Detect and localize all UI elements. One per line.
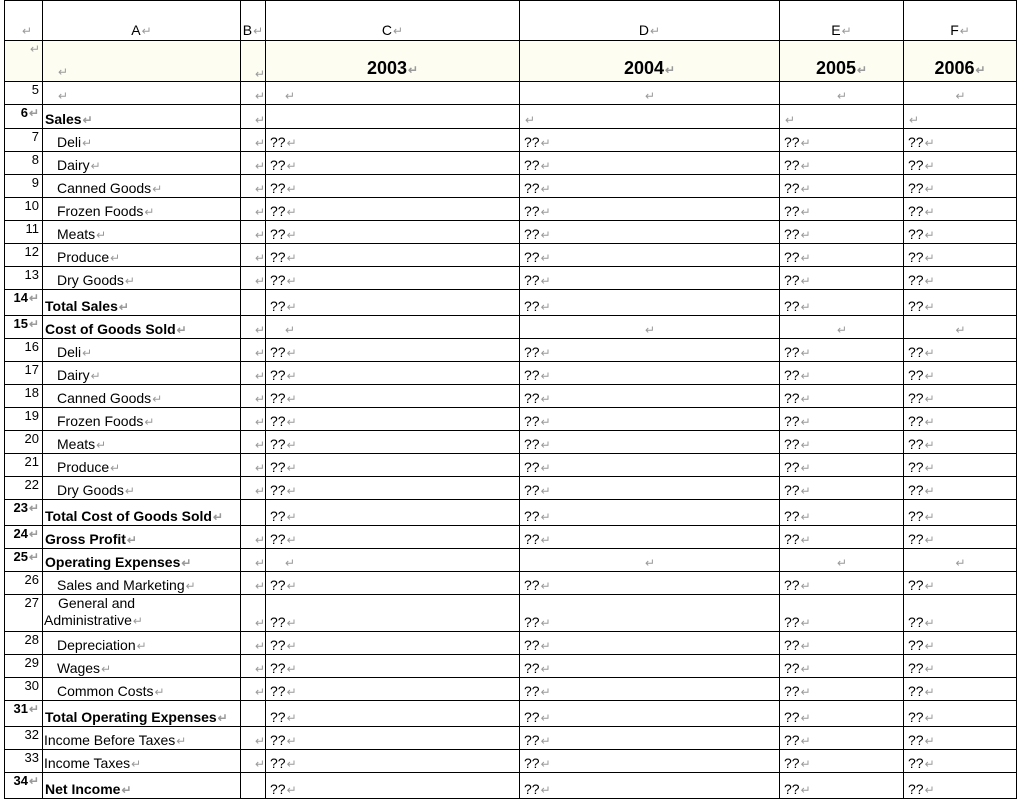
table-row [5,362,1017,385]
label-cell[interactable]: Deli↵ [43,339,241,362]
value-cell[interactable]: ??↵ [520,221,780,244]
value-cell[interactable]: ??↵ [266,500,520,526]
value-cell[interactable]: ??↵ [520,431,780,454]
row-header: 33 [5,750,43,773]
value-cell[interactable]: ↵ [904,82,1017,105]
column-header-b[interactable]: B↵ [241,1,266,41]
label-cell[interactable]: Operating Expenses↵ [43,549,241,572]
label-cell[interactable]: Dry Goods↵ [43,477,241,500]
value-cell[interactable]: ??↵ [780,655,904,678]
value-cell[interactable]: ??↵ [904,572,1017,595]
b-cell[interactable]: ↵ [241,454,266,477]
value-cell[interactable] [266,105,520,129]
value-cell[interactable]: ??↵ [904,244,1017,267]
value-cell[interactable]: ??↵ [780,701,904,727]
value-cell[interactable]: ??↵ [266,750,520,773]
table-row [5,267,1017,290]
value-cell[interactable]: ??↵ [266,655,520,678]
row-header: 9 [5,175,43,198]
value-cell[interactable]: ??↵ [520,526,780,549]
label-cell[interactable]: Sales↵ [43,105,241,129]
table-row [5,595,1017,632]
table-row [5,244,1017,267]
value-cell[interactable]: ↵ [780,82,904,105]
b-cell[interactable]: ↵ [241,316,266,339]
value-cell[interactable]: ??↵ [904,408,1017,431]
row-header-4: ↵ [5,41,43,82]
b-cell[interactable]: ↵ [241,175,266,198]
b-cell[interactable]: ↵ [241,477,266,500]
value-cell[interactable]: ??↵ [780,572,904,595]
table-row [5,773,1017,799]
label-cell[interactable]: Wages↵ [43,655,241,678]
row-header: 7 [5,129,43,152]
value-cell[interactable]: ??↵ [520,500,780,526]
value-cell[interactable]: ??↵ [520,408,780,431]
row-header: 5 [5,82,43,105]
value-cell[interactable]: ↵ [520,549,780,572]
value-cell[interactable]: ??↵ [266,727,520,750]
b-cell[interactable]: ↵ [241,655,266,678]
value-cell[interactable]: ??↵ [780,339,904,362]
table-row [5,221,1017,244]
spreadsheet-table [4,0,1017,799]
year-2005[interactable]: 2005↵ [780,41,904,82]
label-cell[interactable]: Net Income↵ [43,773,241,799]
value-cell[interactable]: ??↵ [520,701,780,727]
value-cell[interactable]: ↵ [904,316,1017,339]
value-cell[interactable]: ??↵ [904,175,1017,198]
value-cell[interactable]: ↵ [520,105,780,129]
value-cell[interactable]: ??↵ [904,595,1017,632]
value-cell[interactable]: ??↵ [780,385,904,408]
label-cell[interactable]: Gross Profit↵ [43,526,241,549]
value-cell[interactable]: ??↵ [904,431,1017,454]
row-header: 24↵ [5,526,43,549]
label-cell[interactable]: Cost of Goods Sold↵ [43,316,241,339]
table-row [5,655,1017,678]
label-cell[interactable]: Produce↵ [43,454,241,477]
table-row [5,408,1017,431]
value-cell[interactable]: ??↵ [266,701,520,727]
table-row [5,129,1017,152]
value-cell[interactable]: ??↵ [780,244,904,267]
label-cell[interactable]: Meats↵ [43,221,241,244]
table-row [5,632,1017,655]
label-cell[interactable]: Meats↵ [43,431,241,454]
year-2003[interactable]: 2003↵ [266,41,520,82]
b-cell[interactable]: ↵ [241,727,266,750]
table-row [5,152,1017,175]
row-header: 16 [5,339,43,362]
row-header: 21 [5,454,43,477]
label-cell[interactable]: Frozen Foods↵ [43,408,241,431]
label-cell[interactable]: Total Cost of Goods Sold↵ [43,500,241,526]
value-cell[interactable]: ??↵ [904,773,1017,799]
value-cell[interactable]: ??↵ [780,500,904,526]
value-cell[interactable]: ??↵ [520,244,780,267]
table-row [5,750,1017,773]
column-header-f[interactable]: F↵ [904,1,1017,41]
value-cell[interactable]: ↵ [266,549,520,572]
table-row [5,290,1017,316]
value-cell[interactable]: ??↵ [904,500,1017,526]
value-cell[interactable]: ??↵ [266,385,520,408]
value-cell[interactable]: ??↵ [520,773,780,799]
b-cell[interactable]: ↵ [241,198,266,221]
b-cell[interactable]: ↵ [241,221,266,244]
label-cell[interactable]: Deli↵ [43,129,241,152]
table-row [5,526,1017,549]
value-cell[interactable]: ??↵ [780,129,904,152]
value-cell[interactable]: ??↵ [780,267,904,290]
b-cell[interactable] [241,290,266,316]
row-header: 17 [5,362,43,385]
value-cell[interactable]: ??↵ [520,655,780,678]
value-cell[interactable]: ↵ [266,316,520,339]
label-cell[interactable]: Sales and Marketing↵ [43,572,241,595]
b-cell[interactable]: ↵ [241,572,266,595]
label-cell[interactable]: Total Sales↵ [43,290,241,316]
value-cell[interactable]: ??↵ [904,750,1017,773]
b-cell[interactable]: ↵ [241,82,266,105]
label-cell[interactable]: Dairy↵ [43,362,241,385]
table-row [5,678,1017,701]
b-cell[interactable]: ↵ [241,549,266,572]
value-cell[interactable]: ??↵ [520,572,780,595]
column-header-row [5,1,1017,41]
value-cell[interactable]: ??↵ [520,175,780,198]
value-cell[interactable]: ??↵ [266,244,520,267]
row-header: 27 [5,595,43,632]
value-cell[interactable]: ??↵ [520,290,780,316]
b-cell[interactable]: ↵ [241,678,266,701]
year-header-row [5,41,1017,82]
value-cell[interactable]: ↵ [904,105,1017,129]
value-cell[interactable]: ↵ [520,316,780,339]
table-row [5,477,1017,500]
b-cell[interactable]: ↵ [241,595,266,632]
row-header: 22 [5,477,43,500]
value-cell[interactable]: ??↵ [266,632,520,655]
row-header: 25↵ [5,549,43,572]
value-cell[interactable]: ??↵ [266,362,520,385]
row-header: 29 [5,655,43,678]
value-cell[interactable]: ??↵ [520,727,780,750]
b-cell[interactable]: ↵ [241,244,266,267]
b-cell[interactable]: ↵ [241,431,266,454]
value-cell[interactable]: ??↵ [904,727,1017,750]
table-row [5,82,1017,105]
row-header: 31↵ [5,701,43,727]
label-cell[interactable]: Dry Goods↵ [43,267,241,290]
table-row [5,339,1017,362]
value-cell[interactable]: ??↵ [904,267,1017,290]
b-cell[interactable]: ↵ [241,632,266,655]
b-cell[interactable]: ↵ [241,105,266,129]
value-cell[interactable]: ↵ [780,316,904,339]
row-header: 28 [5,632,43,655]
value-cell[interactable]: ??↵ [904,477,1017,500]
value-cell[interactable]: ??↵ [904,221,1017,244]
label-cell[interactable]: Common Costs↵ [43,678,241,701]
row-header: 20 [5,431,43,454]
value-cell[interactable]: ??↵ [904,678,1017,701]
row-header: 15↵ [5,316,43,339]
value-cell[interactable]: ??↵ [780,198,904,221]
value-cell[interactable]: ??↵ [266,572,520,595]
value-cell[interactable]: ??↵ [780,454,904,477]
value-cell[interactable]: ??↵ [520,267,780,290]
label-cell[interactable]: Income Taxes↵ [43,750,241,773]
value-cell[interactable]: ??↵ [904,339,1017,362]
value-cell[interactable]: ??↵ [780,175,904,198]
value-cell[interactable]: ↵ [780,549,904,572]
row-header: 30 [5,678,43,701]
label-cell[interactable]: Canned Goods↵ [43,175,241,198]
b-cell[interactable]: ↵ [241,339,266,362]
table-row [5,701,1017,727]
value-cell[interactable]: ??↵ [520,678,780,701]
value-cell[interactable]: ↵ [904,549,1017,572]
table-row [5,385,1017,408]
value-cell[interactable]: ??↵ [266,408,520,431]
value-cell[interactable]: ??↵ [904,632,1017,655]
row-header: 14↵ [5,290,43,316]
corner-cell: ↵ [5,1,43,41]
label-cell[interactable]: Frozen Foods↵ [43,198,241,221]
b-cell[interactable] [241,701,266,727]
value-cell[interactable]: ??↵ [266,431,520,454]
value-cell[interactable]: ??↵ [904,362,1017,385]
table-row [5,431,1017,454]
value-cell[interactable]: ??↵ [904,701,1017,727]
label-cell[interactable]: ↵ [43,82,241,105]
label-line-2: Administrative [44,612,132,628]
value-cell[interactable]: ??↵ [904,526,1017,549]
value-cell[interactable]: ??↵ [904,152,1017,175]
value-cell[interactable]: ??↵ [780,431,904,454]
value-cell[interactable]: ??↵ [520,477,780,500]
value-cell[interactable]: ??↵ [520,595,780,632]
value-cell[interactable]: ??↵ [780,773,904,799]
value-cell[interactable]: ??↵ [904,655,1017,678]
table-row [5,175,1017,198]
table-row [5,316,1017,339]
table-row [5,727,1017,750]
table-row [5,549,1017,572]
value-cell[interactable]: ??↵ [904,385,1017,408]
value-cell[interactable]: ??↵ [266,175,520,198]
row-header: 13 [5,267,43,290]
value-cell[interactable]: ??↵ [266,678,520,701]
value-cell[interactable]: ??↵ [780,290,904,316]
value-cell[interactable]: ??↵ [780,477,904,500]
value-cell[interactable]: ??↵ [520,198,780,221]
label-cell[interactable]: General and Administrative↵ [43,595,241,632]
value-cell[interactable]: ??↵ [266,477,520,500]
value-cell[interactable]: ??↵ [780,678,904,701]
value-cell[interactable]: ??↵ [904,290,1017,316]
value-cell[interactable]: ??↵ [520,339,780,362]
value-cell[interactable]: ??↵ [520,129,780,152]
label-cell[interactable]: Depreciation↵ [43,632,241,655]
b-cell[interactable]: ↵ [241,152,266,175]
value-cell[interactable]: ??↵ [266,339,520,362]
row-header: 32 [5,727,43,750]
b-cell[interactable]: ↵ [241,408,266,431]
column-header-e[interactable]: E↵ [780,1,904,41]
value-cell[interactable]: ??↵ [780,750,904,773]
value-cell[interactable]: ??↵ [520,750,780,773]
value-cell[interactable]: ??↵ [266,454,520,477]
row-header: 23↵ [5,500,43,526]
row-header: 11 [5,221,43,244]
value-cell[interactable]: ??↵ [780,152,904,175]
year-2006[interactable]: 2006↵ [904,41,1017,82]
b-cell[interactable] [241,500,266,526]
value-cell[interactable]: ??↵ [780,526,904,549]
value-cell[interactable]: ??↵ [780,408,904,431]
value-cell[interactable]: ??↵ [266,129,520,152]
value-cell[interactable]: ↵ [520,82,780,105]
table-row [5,572,1017,595]
row-header: 8 [5,152,43,175]
value-cell[interactable]: ??↵ [520,632,780,655]
row-header: 26 [5,572,43,595]
row-header: 12 [5,244,43,267]
table-row [5,454,1017,477]
value-cell[interactable]: ??↵ [266,773,520,799]
value-cell[interactable]: ↵ [780,105,904,129]
value-cell[interactable]: ??↵ [520,152,780,175]
value-cell[interactable]: ??↵ [780,727,904,750]
value-cell[interactable]: ↵ [266,82,520,105]
value-cell[interactable]: ??↵ [520,385,780,408]
value-cell[interactable]: ??↵ [780,632,904,655]
value-cell[interactable]: ??↵ [780,221,904,244]
row-header: 18 [5,385,43,408]
value-cell[interactable]: ??↵ [520,362,780,385]
label-cell[interactable]: Produce↵ [43,244,241,267]
b-cell[interactable]: ↵ [241,362,266,385]
value-cell[interactable]: ??↵ [266,152,520,175]
row-header: 19 [5,408,43,431]
column-header-d[interactable]: D↵ [520,1,780,41]
label-line-1: General and [58,595,136,611]
value-cell[interactable]: ??↵ [904,129,1017,152]
b-cell[interactable]: ↵ [241,526,266,549]
value-cell[interactable]: ??↵ [520,454,780,477]
label-cell[interactable]: Income Before Taxes↵ [43,727,241,750]
table-row [5,105,1017,129]
value-cell[interactable]: ??↵ [780,595,904,632]
value-cell[interactable]: ??↵ [266,290,520,316]
column-header-c[interactable]: C↵ [266,1,520,41]
b-cell[interactable]: ↵ [241,385,266,408]
value-cell[interactable]: ??↵ [780,362,904,385]
b-cell[interactable]: ↵ [241,267,266,290]
label-cell[interactable]: Total Operating Expenses↵ [43,701,241,727]
b-cell-blank[interactable]: ↵ [241,41,266,82]
value-cell[interactable]: ??↵ [266,267,520,290]
row-header: 10 [5,198,43,221]
value-cell[interactable]: ??↵ [904,198,1017,221]
label-cell-blank[interactable]: ↵ [43,41,241,82]
value-cell[interactable]: ??↵ [266,595,520,632]
row-header: 6↵ [5,105,43,129]
column-header-a[interactable]: A↵ [43,1,241,41]
value-cell[interactable]: ??↵ [266,526,520,549]
b-cell[interactable]: ↵ [241,750,266,773]
value-cell[interactable]: ??↵ [904,454,1017,477]
table-row [5,500,1017,526]
row-header: 34↵ [5,773,43,799]
label-cell[interactable]: Dairy↵ [43,152,241,175]
value-cell[interactable]: ??↵ [266,221,520,244]
value-cell[interactable]: ??↵ [266,198,520,221]
year-2004[interactable]: 2004↵ [520,41,780,82]
b-cell[interactable] [241,773,266,799]
table-row [5,198,1017,221]
b-cell[interactable]: ↵ [241,129,266,152]
label-cell[interactable]: Canned Goods↵ [43,385,241,408]
